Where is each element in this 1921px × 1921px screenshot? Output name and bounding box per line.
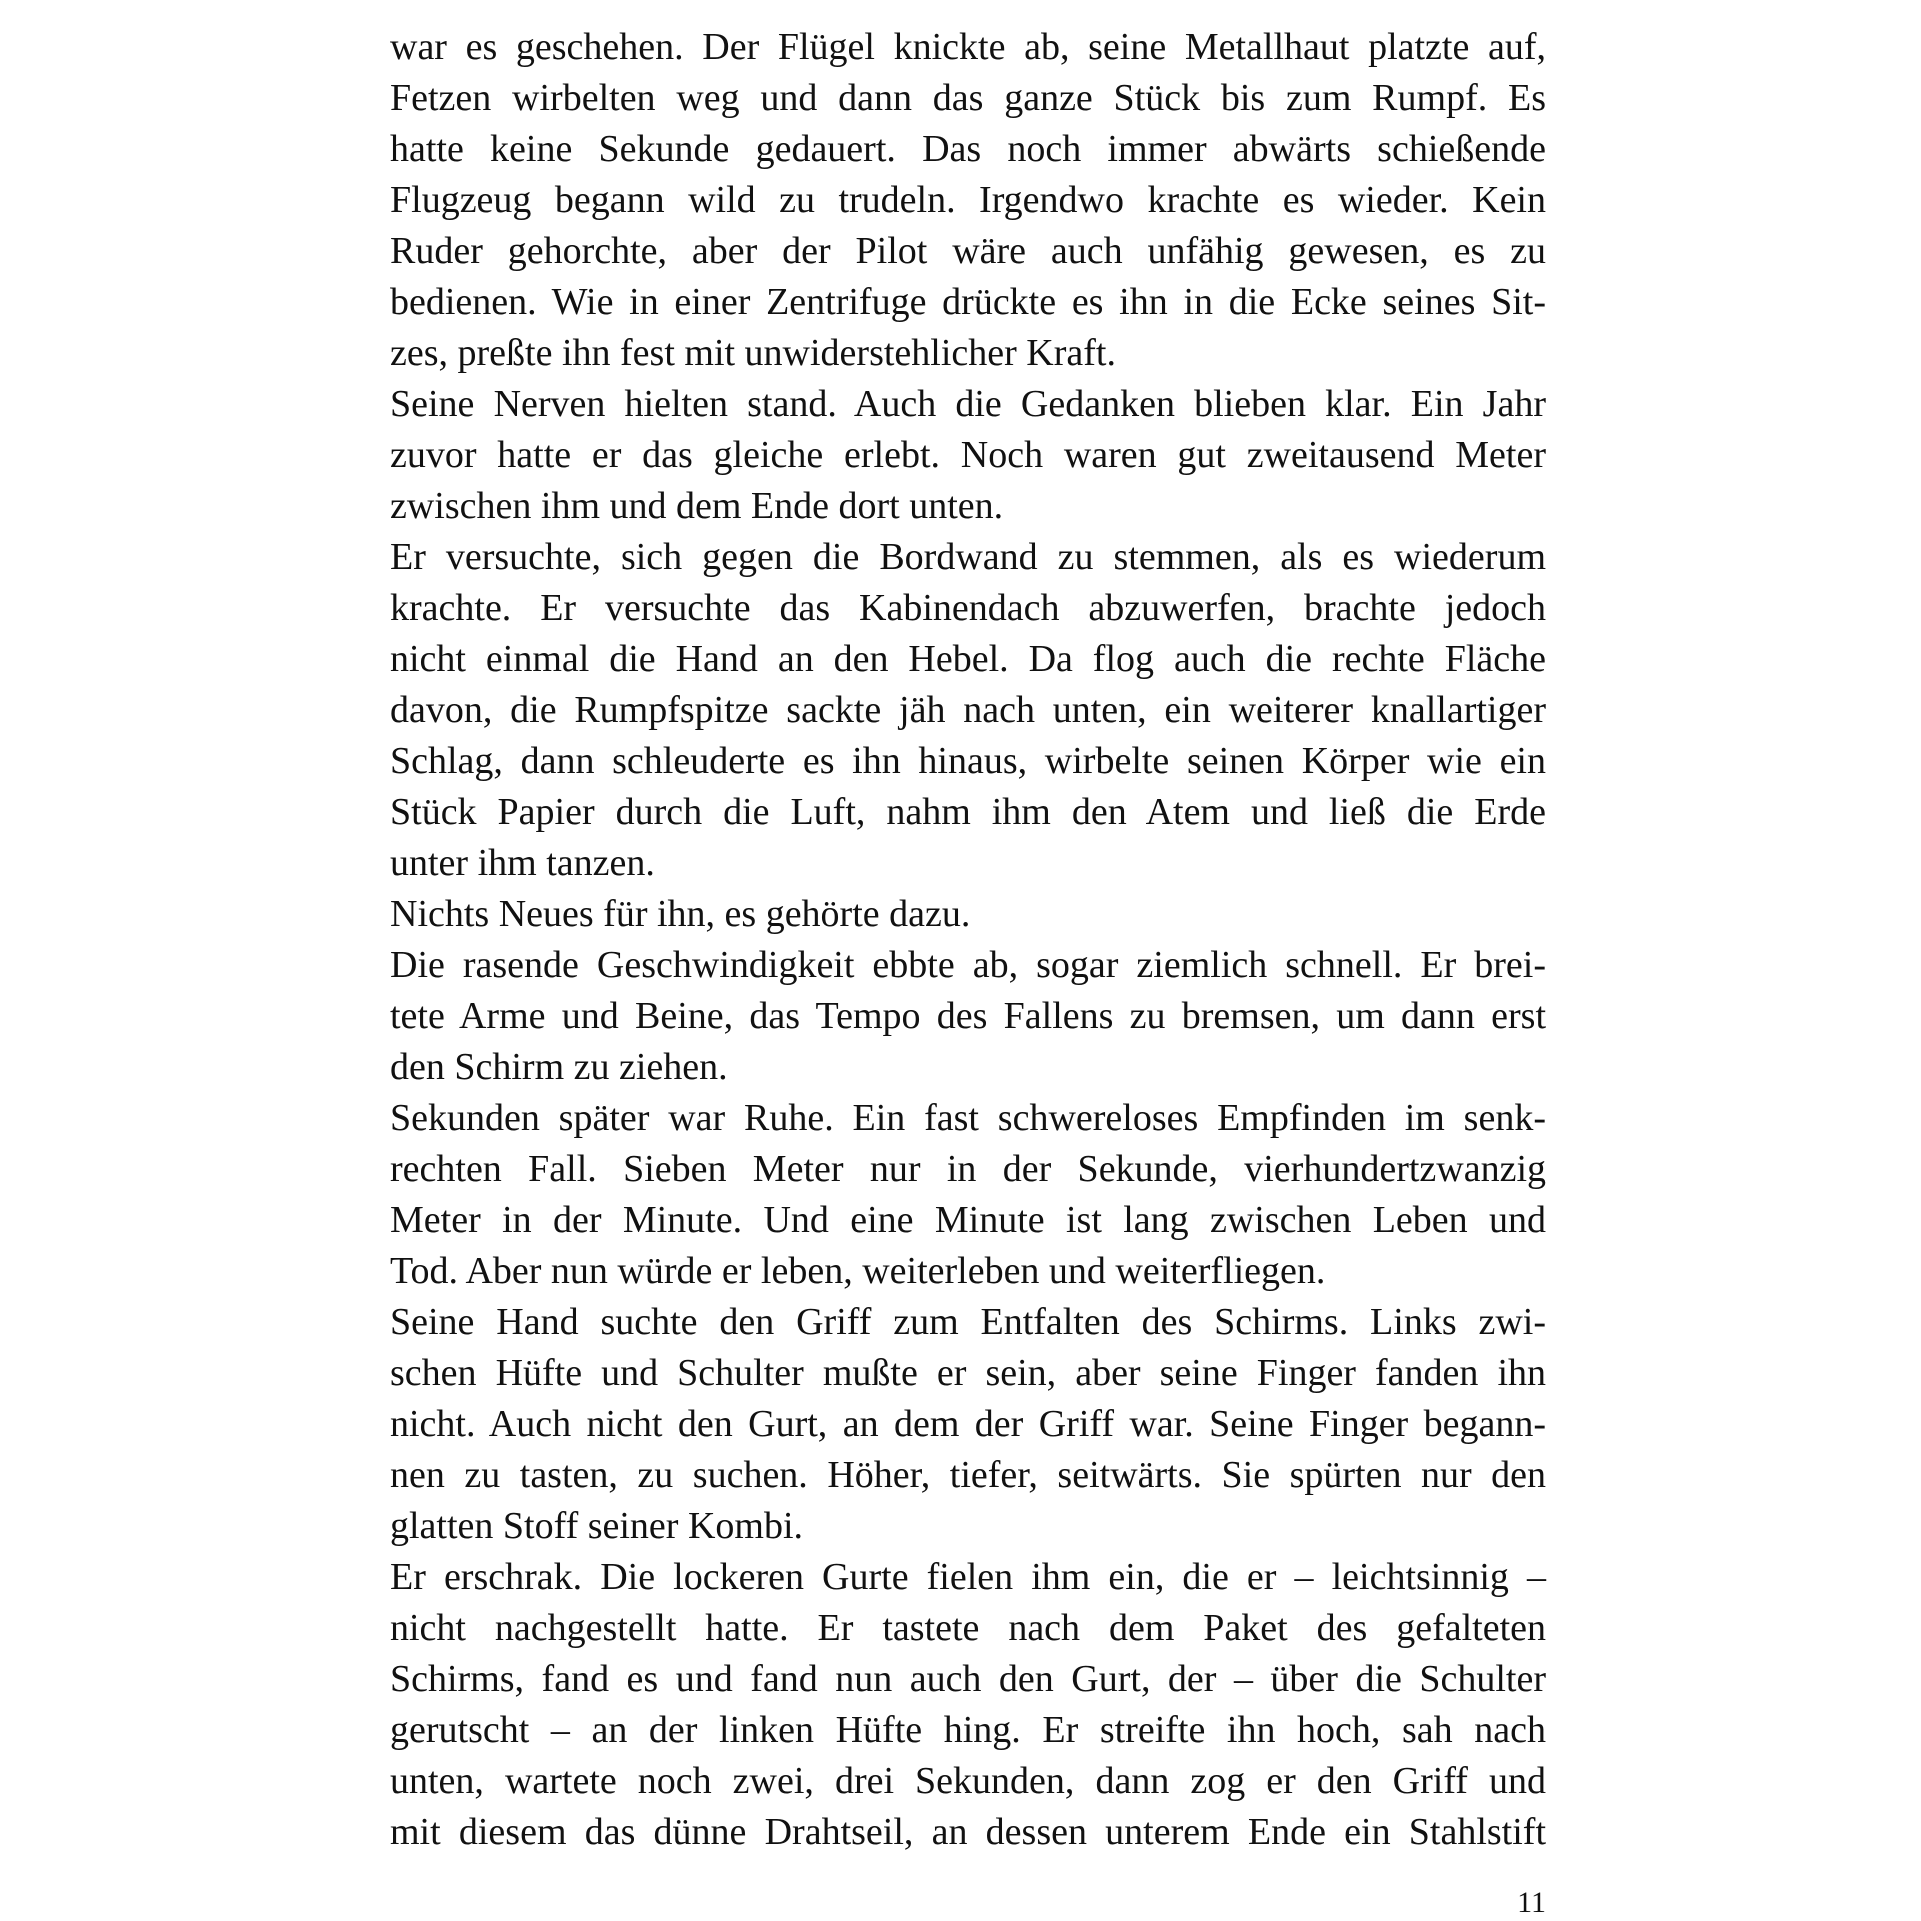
text-line: Fetzen wirbelten weg und dann das ganze Stück bis zum Rumpf. Es [390,77,1546,119]
text-line: Schlag, dann schleuderte es ihn hinaus, wirbelte seinen Körper wie ein [390,740,1546,782]
text-line: nicht nachgestellt hatte. Er tastete nach dem Paket des gefalteten [390,1607,1546,1649]
text-line: bedienen. Wie in einer Zentrifuge drückte es ihn in die Ecke seines Sit- [390,281,1546,323]
text-line: Die rasende Geschwindigkeit ebbte ab, sogar ziemlich schnell. Er brei- [390,944,1546,986]
text-line: schen Hüfte und Schulter mußte er sein, aber seine Finger fanden ihn [390,1352,1546,1394]
text-line: Er erschrak. Die lockeren Gurte fielen ihm ein, die er – leichtsinnig – [390,1556,1546,1598]
text-line: den Schirm zu ziehen. [390,1046,728,1088]
text-line: Flugzeug begann wild zu trudeln. Irgendwo krachte es wieder. Kein [390,179,1546,221]
text-line: zwischen ihm und dem Ende dort unten. [390,485,1004,527]
text-line: davon, die Rumpfspitze sackte jäh nach unten, ein weiterer knallartiger [390,689,1546,731]
text-line: Stück Papier durch die Luft, nahm ihm den Atem und ließ die Erde [390,791,1546,833]
text-line: Tod. Aber nun würde er leben, weiterleben und weiterfliegen. [390,1250,1326,1292]
text-line: nen zu tasten, zu suchen. Höher, tiefer, seitwärts. Sie spürten nur den [390,1454,1546,1496]
text-line: tete Arme und Beine, das Tempo des Fallens zu bremsen, um dann erst [390,995,1546,1037]
text-line: Schirms, fand es und fand nun auch den Gurt, der – über die Schulter [390,1658,1546,1700]
text-line: Nichts Neues für ihn, es gehörte dazu. [390,893,971,935]
text-line: Seine Hand suchte den Griff zum Entfalten des Schirms. Links zwi- [390,1301,1546,1343]
text-line: hatte keine Sekunde gedauert. Das noch immer abwärts schießende [390,128,1546,170]
text-line: zuvor hatte er das gleiche erlebt. Noch waren gut zweitausend Meter [390,434,1546,476]
text-line: Sekunden später war Ruhe. Ein fast schwereloses Empfinden im senk- [390,1097,1546,1139]
text-line: rechten Fall. Sieben Meter nur in der Sekunde, vierhundertzwanzig [390,1148,1546,1190]
text-line: Ruder gehorchte, aber der Pilot wäre auch unfähig gewesen, es zu [390,230,1546,272]
text-line: Seine Nerven hielten stand. Auch die Gedanken blieben klar. Ein Jahr [390,383,1546,425]
text-line: glatten Stoff seiner Kombi. [390,1505,804,1547]
text-line: unter ihm tanzen. [390,842,655,884]
text-line: krachte. Er versuchte das Kabinendach abzuwerfen, brachte jedoch [390,587,1546,629]
page-number: 11 [1517,1886,1546,1919]
text-line: gerutscht – an der linken Hüfte hing. Er streifte ihn hoch, sah nach [390,1709,1546,1751]
text-line: war es geschehen. Der Flügel knickte ab, seine Metallhaut platzte auf, [390,26,1546,68]
text-line: nicht einmal die Hand an den Hebel. Da flog auch die rechte Fläche [390,638,1546,680]
text-line: nicht. Auch nicht den Gurt, an dem der Griff war. Seine Finger begann- [390,1403,1546,1445]
body-text [390,22,1546,1858]
text-line: mit diesem das dünne Drahtseil, an dessen unterem Ende ein Stahlstift [390,1811,1546,1853]
text-line: Er versuchte, sich gegen die Bordwand zu stemmen, als es wiederum [390,536,1546,578]
text-line: unten, wartete noch zwei, drei Sekunden, dann zog er den Griff und [390,1760,1546,1802]
text-line: Meter in der Minute. Und eine Minute ist lang zwischen Leben und [390,1199,1546,1241]
text-line: zes, preßte ihn fest mit unwiderstehlicher Kraft. [390,332,1116,374]
